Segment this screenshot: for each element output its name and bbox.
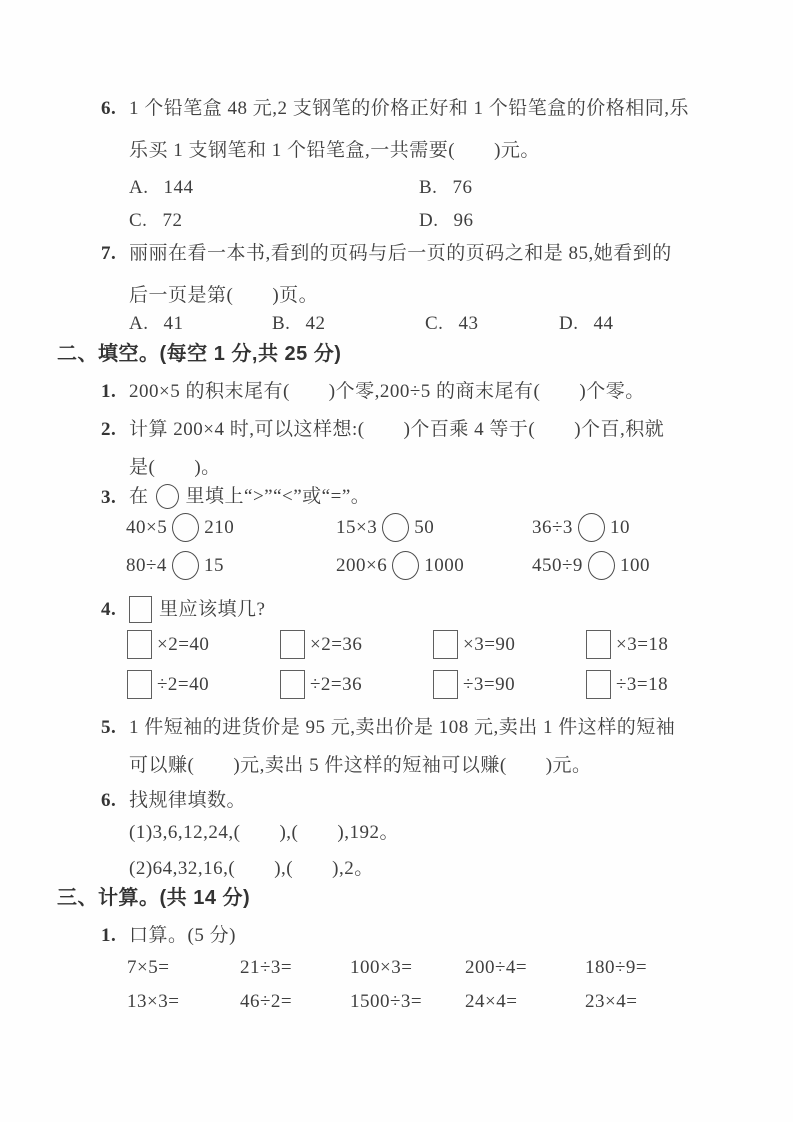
compare-expr: 200×6 xyxy=(336,554,388,576)
q7-option-c-value: 43 xyxy=(458,313,479,334)
box-equation xyxy=(280,670,362,699)
section-3-title: 三、计算。(共 14 分) xyxy=(57,887,251,909)
section-2-title: 二、填空。(每空 1 分,共 25 分) xyxy=(57,343,342,365)
blank-box-icon xyxy=(280,670,305,699)
box-equation xyxy=(433,670,515,699)
blank-box-icon xyxy=(586,670,611,699)
q6-option-c-label: C. xyxy=(129,210,148,231)
box-equation-text: ÷2=36 xyxy=(310,673,363,695)
oral-calc: 46÷2= xyxy=(240,991,293,1012)
oral-calc: 1500÷3= xyxy=(350,991,423,1012)
compare-value: 1000 xyxy=(424,554,465,576)
compare-cell xyxy=(336,513,434,542)
compare-value: 15 xyxy=(203,554,224,576)
q6-option-c-value: 72 xyxy=(162,210,183,231)
blank-box-icon xyxy=(129,596,152,623)
q6-option-d xyxy=(419,209,473,233)
box-equation xyxy=(127,670,209,699)
box-equation xyxy=(280,630,362,659)
box-equation xyxy=(127,630,209,659)
compare-value: 50 xyxy=(414,516,435,538)
q6-line-2: 乐买 1 支钢笔和 1 个铅笔盒,一共需要( )元。 xyxy=(129,140,540,161)
oral-calc: 7×5= xyxy=(127,957,170,978)
blank-box-icon xyxy=(433,670,458,699)
q7-option-a-label: A. xyxy=(129,313,149,334)
q7-option-d-value: 44 xyxy=(593,313,614,334)
box-equation xyxy=(433,630,515,659)
q7-option-c-label: C. xyxy=(425,313,444,334)
oral-calc: 23×4= xyxy=(585,991,638,1012)
blank-box-icon xyxy=(280,630,305,659)
q6-option-b-value: 76 xyxy=(452,177,473,198)
blank-box-icon xyxy=(127,670,152,699)
q6-option-a-value: 144 xyxy=(163,177,194,198)
box-equation-text: ×2=36 xyxy=(310,633,363,655)
s2-item4-prompt-suffix: 里应该填几? xyxy=(159,598,266,620)
compare-cell xyxy=(126,551,224,580)
q7-option-d-label: D. xyxy=(559,313,579,334)
compare-expr: 15×3 xyxy=(336,516,378,538)
s2-item4-number: 4. xyxy=(101,599,117,620)
compare-cell xyxy=(336,551,464,580)
box-equation-text: ÷2=40 xyxy=(157,673,210,695)
compare-circle-icon xyxy=(588,551,615,580)
s2-item1-number: 1. xyxy=(101,381,117,402)
q7-line-2: 后一页是第( )页。 xyxy=(129,285,319,306)
s2-item2-line-1: 计算 200×4 时,可以这样想:( )个百乘 4 等于( )个百,积就 xyxy=(129,419,665,440)
compare-circle-icon xyxy=(172,551,199,580)
compare-circle-icon xyxy=(172,513,199,542)
box-equation-text: ×2=40 xyxy=(157,633,210,655)
compare-expr: 80÷4 xyxy=(126,554,167,576)
compare-cell xyxy=(126,513,234,542)
s2-item1-text: 200×5 的积末尾有( )个零,200÷5 的商末尾有( )个零。 xyxy=(129,381,645,402)
oral-calc: 180÷9= xyxy=(585,957,648,978)
box-equation xyxy=(586,630,668,659)
q7-number: 7. xyxy=(101,243,117,264)
s2-item6-seq-1: (1)3,6,12,24,( ),( ),192。 xyxy=(129,822,399,843)
q7-line-1: 丽丽在看一本书,看到的页码与后一页的页码之和是 85,她看到的 xyxy=(129,243,672,264)
s2-item6-title: 找规律填数。 xyxy=(129,790,247,811)
compare-circle-icon xyxy=(156,484,179,509)
box-equation-text: ÷3=18 xyxy=(616,673,669,695)
compare-circle-icon xyxy=(382,513,409,542)
q7-option-c xyxy=(425,312,478,336)
s3-item1-title: 口算。(5 分) xyxy=(129,925,236,946)
q7-option-a-value: 41 xyxy=(163,313,184,334)
q6-option-a-label: A. xyxy=(129,177,149,198)
box-equation xyxy=(586,670,668,699)
compare-value: 210 xyxy=(204,516,235,538)
s2-item6-seq-2: (2)64,32,16,( ),( ),2。 xyxy=(129,858,374,879)
s2-item6-number: 6. xyxy=(101,790,117,811)
q7-option-a xyxy=(129,312,183,336)
q7-option-b-value: 42 xyxy=(305,313,326,334)
s2-item4-prompt xyxy=(129,596,265,623)
box-equation-text: ×3=18 xyxy=(616,633,669,655)
compare-expr: 40×5 xyxy=(126,516,168,538)
oral-calc: 13×3= xyxy=(127,991,180,1012)
oral-calc: 24×4= xyxy=(465,991,518,1012)
compare-circle-icon xyxy=(392,551,419,580)
compare-cell xyxy=(532,551,650,580)
compare-cell xyxy=(532,513,630,542)
s2-item5-number: 5. xyxy=(101,717,117,738)
compare-value: 10 xyxy=(609,516,630,538)
s2-item3-number: 3. xyxy=(101,487,117,508)
compare-expr: 450÷9 xyxy=(532,554,583,576)
q6-number: 6. xyxy=(101,98,117,119)
oral-calc: 200÷4= xyxy=(465,957,528,978)
q6-option-b-label: B. xyxy=(419,177,438,198)
q6-option-d-value: 96 xyxy=(453,210,474,231)
oral-calc: 100×3= xyxy=(350,957,413,978)
box-equation-text: ÷3=90 xyxy=(463,673,516,695)
blank-box-icon xyxy=(433,630,458,659)
q6-option-a xyxy=(129,176,193,200)
blank-box-icon xyxy=(586,630,611,659)
q7-option-b xyxy=(272,312,325,336)
compare-value: 100 xyxy=(619,554,650,576)
q6-option-b xyxy=(419,176,472,200)
s2-item3-prompt xyxy=(129,484,370,509)
s2-item3-prompt-suffix: 里填上“>”“<”或“=”。 xyxy=(185,485,371,507)
box-equation-text: ×3=90 xyxy=(463,633,516,655)
q6-option-c xyxy=(129,209,182,233)
blank-box-icon xyxy=(127,630,152,659)
compare-expr: 36÷3 xyxy=(532,516,573,538)
q6-line-1: 1 个铅笔盒 48 元,2 支钢笔的价格正好和 1 个铅笔盒的价格相同,乐 xyxy=(129,98,690,119)
s3-item1-number: 1. xyxy=(101,925,117,946)
s2-item5-line-2: 可以赚( )元,卖出 5 件这样的短袖可以赚( )元。 xyxy=(129,755,592,776)
compare-circle-icon xyxy=(578,513,605,542)
q7-option-d xyxy=(559,312,613,336)
oral-calc: 21÷3= xyxy=(240,957,293,978)
s2-item2-line-2: 是( )。 xyxy=(129,457,221,478)
s2-item2-number: 2. xyxy=(101,419,117,440)
s2-item3-prompt-prefix: 在 xyxy=(129,485,149,507)
s2-item5-line-1: 1 件短袖的进货价是 95 元,卖出价是 108 元,卖出 1 件这样的短袖 xyxy=(129,717,676,738)
q7-option-b-label: B. xyxy=(272,313,291,334)
q6-option-d-label: D. xyxy=(419,210,439,231)
